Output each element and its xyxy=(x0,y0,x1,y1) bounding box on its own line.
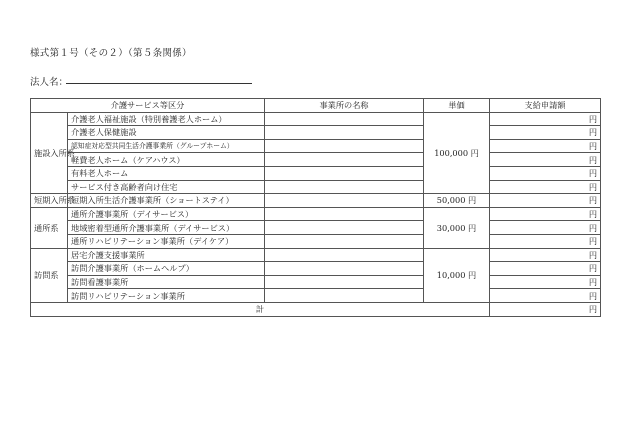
office-name-cell[interactable] xyxy=(265,275,424,289)
unit-price-cell: 100,000 円 xyxy=(424,112,490,194)
service-type-label: 訪問看護事業所 xyxy=(68,275,265,289)
table-row xyxy=(31,194,601,208)
application-amount-cell[interactable]: 円 xyxy=(490,221,601,235)
application-amount-cell[interactable]: 円 xyxy=(490,234,601,248)
service-category-label: 通所系 xyxy=(31,207,68,248)
table-row xyxy=(31,139,601,153)
service-category-label: 短期入所系 xyxy=(31,194,68,208)
application-amount-cell[interactable]: 円 xyxy=(490,289,601,303)
service-type-label: 通所リハビリテーション事業所（デイケア） xyxy=(68,234,265,248)
service-type-label: 訪問介護事業所（ホームヘルプ） xyxy=(68,262,265,276)
office-name-cell[interactable] xyxy=(265,112,424,126)
application-amount-cell[interactable]: 円 xyxy=(490,194,601,208)
application-amount-cell[interactable]: 円 xyxy=(490,180,601,194)
table-header-row xyxy=(31,99,601,113)
application-amount-cell[interactable]: 円 xyxy=(490,207,601,221)
office-name-cell[interactable] xyxy=(265,166,424,180)
table-row xyxy=(31,126,601,140)
table-row xyxy=(31,275,601,289)
office-name-cell[interactable] xyxy=(265,221,424,235)
office-name-cell[interactable] xyxy=(265,289,424,303)
service-type-label: 居宅介護支援事業所 xyxy=(68,248,265,262)
office-name-cell[interactable] xyxy=(265,153,424,167)
service-type-label: 介護老人保健施設 xyxy=(68,126,265,140)
application-amount-cell[interactable]: 円 xyxy=(490,112,601,126)
service-type-label: サービス付き高齢者向け住宅 xyxy=(68,180,265,194)
unit-price-cell: 50,000 円 xyxy=(424,194,490,208)
table-row xyxy=(31,262,601,276)
service-type-label: 有料老人ホーム xyxy=(68,166,265,180)
form-title: 様式第１号（その２）（第５条関係） xyxy=(30,48,192,59)
corporation-name-field[interactable] xyxy=(66,83,252,84)
service-type-label: 通所介護事業所（デイサービス） xyxy=(68,207,265,221)
table-row xyxy=(31,180,601,194)
table-row xyxy=(31,166,601,180)
application-amount-cell[interactable]: 円 xyxy=(490,139,601,153)
service-type-label: 訪問リハビリテーション事業所 xyxy=(68,289,265,303)
total-amount-cell[interactable]: 円 xyxy=(490,302,601,316)
table-row xyxy=(31,289,601,303)
column-header-application-amount: 支給申請額 xyxy=(490,99,601,113)
service-type-label: 軽費老人ホーム（ケアハウス） xyxy=(68,153,265,167)
total-row xyxy=(31,302,601,316)
service-type-label: 認知症対応型共同生活介護事業所（グループホーム） xyxy=(68,139,265,153)
table-row xyxy=(31,207,601,221)
office-name-cell[interactable] xyxy=(265,248,424,262)
office-name-cell[interactable] xyxy=(265,139,424,153)
office-name-cell[interactable] xyxy=(265,180,424,194)
table-body xyxy=(31,112,601,316)
table-row xyxy=(31,221,601,235)
service-category-label: 訪問系 xyxy=(31,248,68,302)
subsidy-application-table xyxy=(30,98,601,317)
unit-price-cell: 30,000 円 xyxy=(424,207,490,248)
table-row xyxy=(31,234,601,248)
table-row xyxy=(31,112,601,126)
application-amount-cell[interactable]: 円 xyxy=(490,126,601,140)
office-name-cell[interactable] xyxy=(265,234,424,248)
corporation-name-label: 法人名： xyxy=(30,77,69,88)
column-header-service-category: 介護サービス等区分 xyxy=(31,99,265,113)
application-amount-cell[interactable]: 円 xyxy=(490,248,601,262)
application-amount-cell[interactable]: 円 xyxy=(490,166,601,180)
service-type-label: 短期入所生活介護事業所（ショートステイ） xyxy=(68,194,265,208)
total-label: 計 xyxy=(31,302,490,316)
column-header-unit-price: 単価 xyxy=(424,99,490,113)
service-type-label: 地域密着型通所介護事業所（デイサービス） xyxy=(68,221,265,235)
service-category-label: 施設入所系 xyxy=(31,112,68,194)
unit-price-cell: 10,000 円 xyxy=(424,248,490,302)
office-name-cell[interactable] xyxy=(265,262,424,276)
column-header-office-name: 事業所の名称 xyxy=(265,99,424,113)
service-type-label: 介護老人福祉施設（特別養護老人ホーム） xyxy=(68,112,265,126)
office-name-cell[interactable] xyxy=(265,207,424,221)
table-row xyxy=(31,248,601,262)
table-row xyxy=(31,153,601,167)
application-amount-cell[interactable]: 円 xyxy=(490,153,601,167)
application-amount-cell[interactable]: 円 xyxy=(490,262,601,276)
office-name-cell[interactable] xyxy=(265,126,424,140)
office-name-cell[interactable] xyxy=(265,194,424,208)
application-amount-cell[interactable]: 円 xyxy=(490,275,601,289)
